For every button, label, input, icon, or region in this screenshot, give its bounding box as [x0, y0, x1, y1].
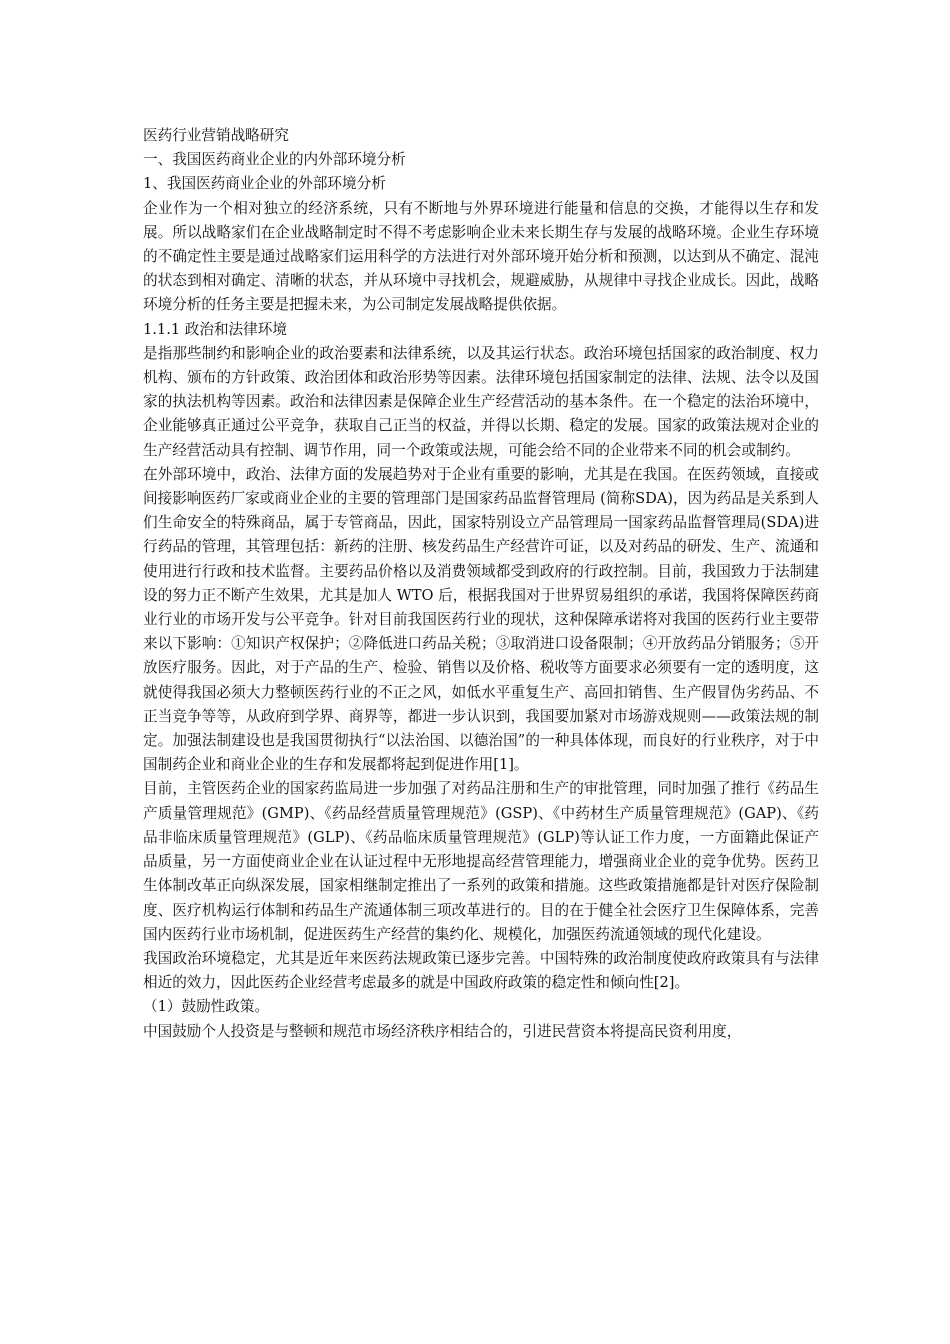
document-title: 医药行业营销战略研究 [143, 127, 289, 144]
body-paragraph: 企业作为一个相对独立的经济系统，只有不断地与外界环境进行能量和信息的交换，才能得以生存和发展。所以战略家们在企业战略制定时不得不考虑影响企业未来长期生存与发展的战略环境。企业生存环境的不确定性主要是通过战略家们运用科学的方法进行对外部环境开始分析和预测，以达到从不确定、混沌的状态到相对确定、清晰的状态，并从环境中寻找机会，规避威胁，从规律中寻找企业成长。因此，战略环境分析的任务主要是把握未来，为公司制定发展战略提供依据。 [143, 199, 819, 314]
body-paragraph: 目前，主管医药企业的国家药监局进一步加强了对药品注册和生产的审批管理，同时加强了推行《药品生产质量管理规范》(GMP)、《药品经营质量管理规范》(GSP)、《中药材生产质量管理规范》(GAP)、《药品非临床质量管理规范》(GLP)、《药品临床质量管理规范》(GLP)等认证工作力度，一方面籍此保证产品质量，另一方面使商业企业在认证过程中无形地提高经营管理能力，增强商业企业的竞争优势。医药卫生体制改革正向纵深发展，国家相继制定推出了一系列的政策和措施。这些政策措施都是针对医疗保险制度、医疗机构运行体制和药品生产流通体制三项改革进行的。目的在于健全社会医疗卫生保障体系，完善国内医药行业市场机制，促进医药生产经营的集约化、规模化，加强医药流通领域的现代化建设。 [143, 780, 819, 943]
subsection-heading: 1、我国医药商业企业的外部环境分析 [143, 175, 386, 193]
body-paragraph: 在外部环境中，政治、法律方面的发展趋势对于企业有重要的影响，尤其是在我国。在医药领域，直接或间接影响医药厂家或商业企业的主要的管理部门是国家药品监督管理局 (简称SDA)，因为药品是关系到人们生命安全的特殊商品，属于专管商品，因此，国家特别设立产品管理局一国家药品监督管理局(SDA)进行药品的管理，其管理包括：新药的注册、核发药品生产经营许可证，以及对药品的研发、生产、流通和使用进行行政和技术监督。主要药品价格以及消费领域都受到政府的行政控制。目前，我国致力于法制建设的努力正不断产生效果，尤其是加人 WTO 后，根据我国对于世界贸易组织的承诺，我国将保障医药商业行业的市场开发与公平竞争。针对目前我国医药行业的现状，这种保障承诺将对我国的医药行业主要带来以下影响：①知识产权保护；②降低进口药品关税；③取消进口设备限制；④开放药品分销服务；⑤开放医疗服务。因此，对于产品的生产、检验、销售以及价格、税收等方面要求必须要有一定的透明度，这就使得我国必须大力整顿医药行业的不正之风，如低水平重复生产、高回扣销售、生产假冒伪劣药品、不正当竞争等等，从政府到学界、商界等，都进一步认识到，我国要加紧对市场游戏规则——政策法规的制定。加强法制建设也是我国贯彻执行“以法治国、以德治国”的一种具体体现，而良好的行业秩序，对于中国制药企业和商业企业的生存和发展都将起到促进作用[1]。 [143, 465, 819, 774]
body-paragraph: 中国鼓励个人投资是与整顿和规范市场经济秩序相结合的，引进民营资本将提高民资利用度， [143, 1022, 742, 1040]
document-body [143, 124, 819, 1044]
body-paragraph: 是指那些制约和影响企业的政治要素和法律系统，以及其运行状态。政治环境包括国家的政治制度、权力机构、颁布的方针政策、政治团体和政治形势等因素。法律环境包括国家制定的法律、法规、法令以及国家的执法机构等因素。政治和法律因素是保障企业生产经营活动的基本条件。在一个稳定的法治环境中，企业能够真正通过公平竞争，获取自己正当的权益，并得以长期、稳定的发展。国家的政策法规对企业的生产经营活动具有控制、调节作用，同一个政策或法规，可能会给不同的企业带来不同的机会或制约。 [143, 344, 819, 459]
body-paragraph: 我国政治环境稳定，尤其是近年来医药法规政策已逐步完善。中国特殊的政治制度使政府政策具有与法律相近的效力，因此医药企业经营考虑最多的就是中国政府政策的稳定性和倾向性[2]。 [143, 949, 819, 992]
section-heading: 一、我国医药商业企业的内外部环境分析 [143, 151, 406, 169]
list-subheading: （1）鼓励性政策。 [143, 998, 270, 1016]
subsection-heading: 1.1.1 政治和法律环境 [143, 320, 287, 338]
